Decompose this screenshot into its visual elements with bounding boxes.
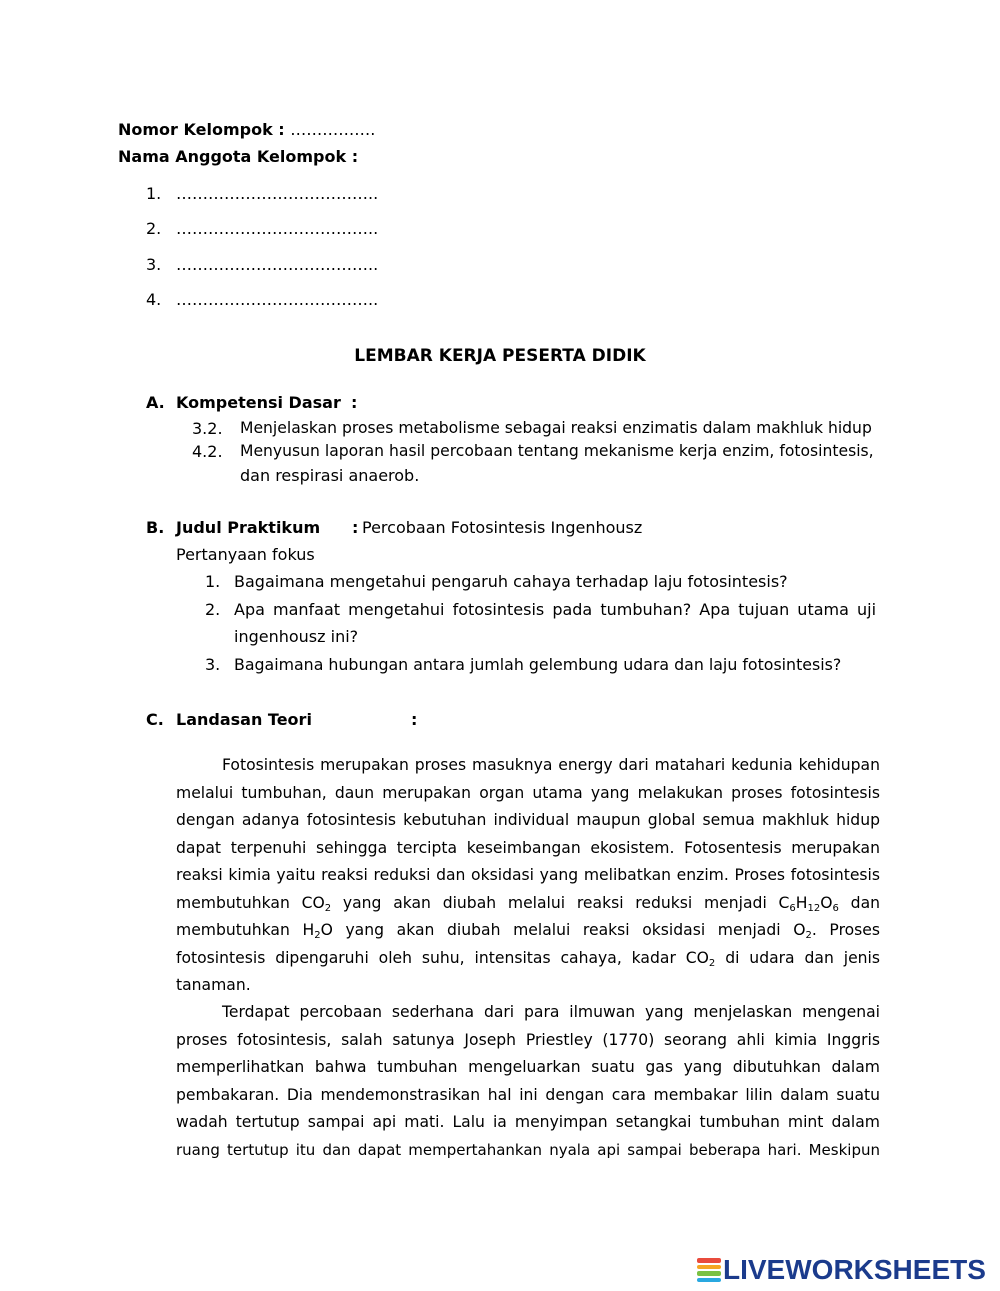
question-text-cont: ingenhousz ini? xyxy=(234,627,359,646)
liveworksheets-logo[interactable] xyxy=(697,1255,986,1285)
kd-item-text: Menyusun laporan hasil percobaan tentang mekanisme kerja enzim, fotosintesis, xyxy=(240,442,874,460)
theory-paragraph-1: Fotosintesis merupakan proses masuknya energy dari matahari kedunia kehidupan melalui tumbuhan, daun merupakan organ utama yang melakukan proses fotosintesis dengan adanya fotosintesis kebutuhan individual maupun global semua makhluk hidup dapat terpenuhi sehingga tercipta keseimbangan ekosistem. Fotosentesis merupakan reaksi kimia yaitu reaksi reduksi dan oksidasi yang melibatkan enzim. Proses fotosintesis membutuhkan $CO_2$ yang akan diubah melalui reaksi reduksi menjadi $C_6H_{12}O_6$ dan membutuhkan $H_2O$ yang akan diubah melalui reaksi oksidasi menjadi $O_2$. Proses fotosintesis dipengaruhi oleh suhu, intensitas cahaya, kadar $CO_2$ di udara dan jenis tanaman. xyxy=(176,756,881,994)
members-label: Nama Anggota Kelompok : xyxy=(118,147,359,166)
section-a-colon: : xyxy=(351,393,358,412)
member-item: 3. ……………………………….. xyxy=(146,255,379,274)
question-text: Apa manfaat mengetahui fotosintesis pada tumbuhan? Apa tujuan utama uji xyxy=(234,600,877,619)
kd-item-num: 3.2. xyxy=(192,419,223,438)
section-b-letter: B. xyxy=(146,518,165,537)
page-title: LEMBAR KERJA PESERTA DIDIK xyxy=(354,346,646,366)
member-blank[interactable]: ……………………………….. xyxy=(176,290,379,309)
kd-item-text-cont: dan respirasi anaerob. xyxy=(240,466,420,485)
member-item: 2. ……………………………….. xyxy=(146,219,379,238)
section-c-heading: Landasan Teori xyxy=(176,710,312,729)
practicum-title: Percobaan Fotosintesis Ingenhousz xyxy=(362,518,643,537)
section-b-colon: : xyxy=(352,518,359,537)
theory-paragraph-2: Terdapat percobaan sederhana dari para ilmuwan yang menjelaskan mengenai proses fotosintesis, salah satunya Joseph Priestley (1770) seorang ahli kimia Inggris memperlihatkan bahwa tumbuhan mengeluarkan suatu gas yang dibutuhkan dalam pembakaran. Dia mendemonstrasikan hal ini dengan cara membakar lilin dalam suatu wadah tertutup sampai api mati. Lalu ia menyimpan setangkai tumbuhan mint dalam ruang tertutup itu dan dapat mempertahankan nyala api sampai beberapa hari. Meskipun xyxy=(176,1003,880,1159)
group-number-blank[interactable]: ……………. xyxy=(290,120,376,139)
section-b-heading: Judul Praktikum xyxy=(176,518,321,537)
liveworksheets-logo-text: LIVEWORKSHEETS xyxy=(723,1254,986,1285)
member-blank[interactable]: ……………………………….. xyxy=(176,255,379,274)
section-a-heading: Kompetensi Dasar xyxy=(176,393,341,412)
kd-item-num: 4.2. xyxy=(192,442,223,461)
question-num: 2. xyxy=(205,600,221,619)
member-blank[interactable]: ……………………………….. xyxy=(176,219,379,238)
question-text: Bagaimana hubungan antara jumlah gelembung udara dan laju fotosintesis? xyxy=(234,655,842,674)
section-c-colon: : xyxy=(411,710,418,729)
member-blank[interactable]: ……………………………….. xyxy=(176,184,379,203)
section-c-letter: C. xyxy=(146,710,164,729)
section-a-letter: A. xyxy=(146,393,165,412)
question-num: 1. xyxy=(205,572,221,591)
liveworksheets-logo-icon xyxy=(697,1257,721,1283)
question-num: 3. xyxy=(205,655,221,674)
question-text: Bagaimana mengetahui pengaruh cahaya terhadap laju fotosintesis? xyxy=(234,572,788,591)
group-number-label: Nomor Kelompok : ……………. xyxy=(118,120,376,139)
focus-label: Pertanyaan fokus xyxy=(176,545,315,564)
member-item: 1. ……………………………….. xyxy=(146,184,379,203)
kd-item-text: Menjelaskan proses metabolisme sebagai reaksi enzimatis dalam makhluk hidup xyxy=(240,419,872,437)
member-item: 4. ……………………………….. xyxy=(146,290,379,309)
